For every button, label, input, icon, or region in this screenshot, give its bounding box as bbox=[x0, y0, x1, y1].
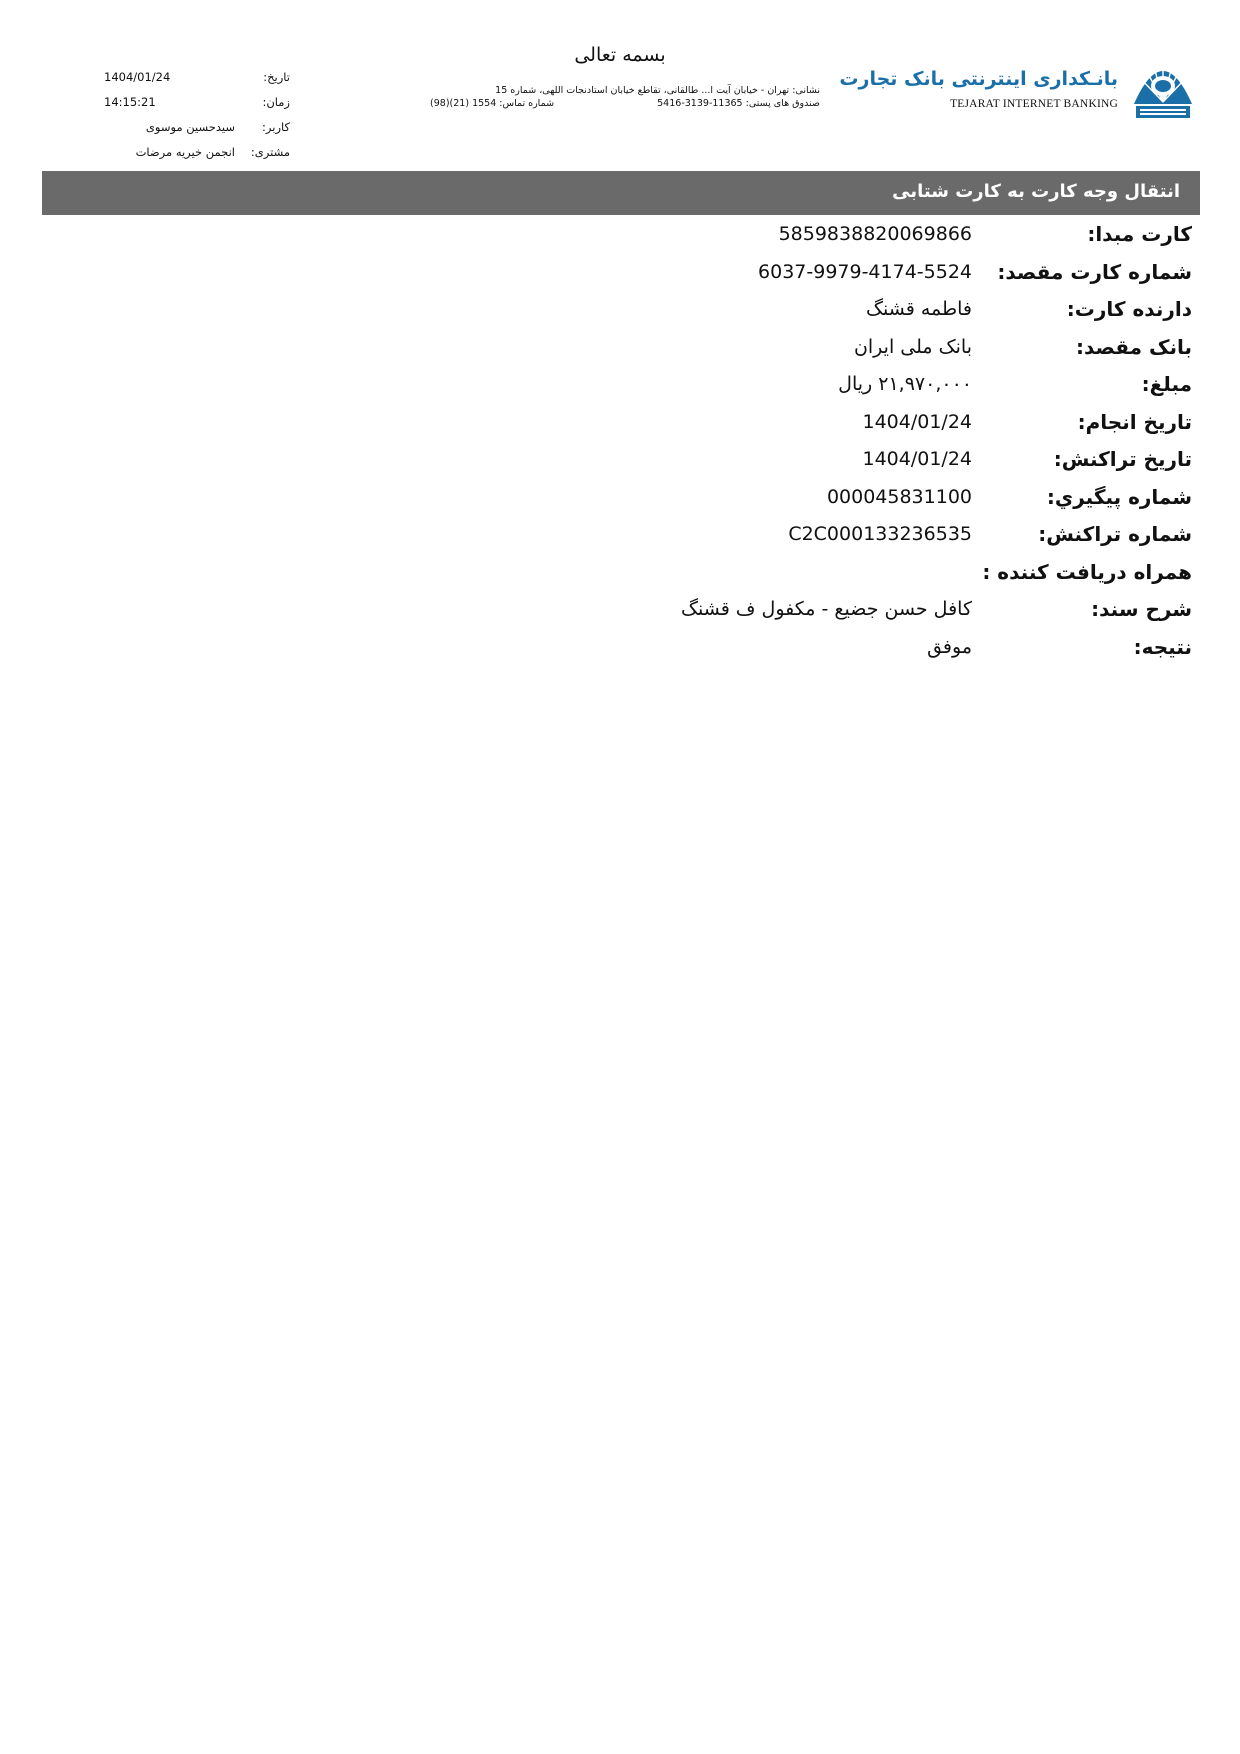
logo-text-persian: بانـکداری اینترنتی بانک تجارت bbox=[839, 68, 1118, 90]
amount-label: مبلغ: bbox=[1141, 372, 1192, 396]
meta-customer-label: مشتری: bbox=[250, 144, 290, 159]
description-value: کافل حسن جضیع - مکفول ف قشنگ bbox=[681, 598, 972, 620]
holder-label: دارنده کارت: bbox=[1066, 297, 1192, 321]
detail-row-tx-number bbox=[42, 516, 1192, 554]
description-label: شرح سند: bbox=[1091, 597, 1192, 621]
meta-customer bbox=[100, 139, 290, 164]
page-title: انتقال وجه کارت به کارت شتابی bbox=[892, 181, 1180, 202]
postal-box: صندوق های پستی: 11365-3139-5416 bbox=[657, 98, 820, 109]
basmala-heading: بسمه تعالی bbox=[574, 44, 666, 66]
detail-row-source-card bbox=[42, 216, 1192, 254]
detail-row-description bbox=[42, 591, 1192, 629]
phone-number: شماره تماس: 1554 (21)(98) bbox=[430, 98, 555, 109]
page-header bbox=[0, 0, 1240, 170]
tracking-value: 000045831100 bbox=[826, 485, 972, 508]
detail-row-tx-date bbox=[42, 441, 1192, 479]
detail-row-result bbox=[42, 629, 1192, 667]
meta-time-label: زمان: bbox=[262, 94, 290, 109]
title-bar bbox=[42, 171, 1200, 215]
dest-bank-label: بانک مقصد: bbox=[1075, 334, 1192, 359]
meta-time-value: 14:15:21 bbox=[104, 94, 156, 109]
detail-row-tracking bbox=[42, 479, 1192, 517]
holder-value: فاطمه قشنگ bbox=[866, 298, 972, 320]
dest-card-label: شماره کارت مقصد: bbox=[997, 259, 1192, 284]
meta-user-label: کاربر: bbox=[262, 119, 290, 134]
receiver-mobile-label: همراه دریافت کننده : bbox=[982, 559, 1192, 584]
source-card-label: کارت مبدا: bbox=[1087, 222, 1192, 246]
meta-date bbox=[100, 64, 290, 89]
exec-date-label: تاریخ انجام: bbox=[1077, 409, 1192, 434]
detail-row-receiver-mobile bbox=[42, 554, 1192, 592]
result-value: موفق bbox=[927, 635, 972, 658]
meta-user-value: سیدحسین موسوی bbox=[145, 119, 235, 134]
meta-date-value: 1404/01/24 bbox=[104, 69, 171, 84]
detail-row-dest-bank bbox=[42, 329, 1192, 367]
tejarat-logo bbox=[839, 44, 1198, 120]
tejarat-emblem-icon bbox=[1128, 44, 1198, 120]
dest-card-value: 6037-9979-4174-5524 bbox=[758, 260, 972, 283]
detail-row-dest-card bbox=[42, 254, 1192, 292]
result-label: نتیجه: bbox=[1133, 634, 1192, 659]
detail-row-holder bbox=[42, 291, 1192, 329]
tracking-label: شماره پيگيري: bbox=[1046, 484, 1192, 509]
amount-value: ۲۱,۹۷۰,۰۰۰ ریال bbox=[838, 373, 972, 395]
receipt-meta bbox=[100, 64, 290, 164]
contact-line bbox=[430, 97, 820, 110]
tx-date-value: 1404/01/24 bbox=[862, 448, 972, 470]
tx-date-label: تاریخ تراکنش: bbox=[1053, 447, 1192, 471]
transaction-details bbox=[42, 216, 1192, 666]
meta-user bbox=[100, 114, 290, 139]
detail-row-exec-date bbox=[42, 404, 1192, 442]
bank-address bbox=[430, 84, 820, 110]
logo-text-english: TEJARAT INTERNET BANKING bbox=[950, 98, 1118, 110]
tx-number-value: C2C000133236535 bbox=[788, 523, 972, 545]
tx-number-label: شماره تراکنش: bbox=[1038, 522, 1192, 546]
detail-row-amount bbox=[42, 366, 1192, 404]
address-line: نشانی: تهران - خیابان آیت ا... طالقانی، تقاطع خیابان استادنجات اللهی، شماره 15 bbox=[495, 85, 820, 96]
dest-bank-value: بانک ملی ایران bbox=[853, 335, 972, 358]
meta-date-label: تاریخ: bbox=[263, 69, 290, 84]
source-card-value: 5859838820069866 bbox=[778, 223, 972, 245]
exec-date-value: 1404/01/24 bbox=[862, 410, 972, 433]
meta-time bbox=[100, 89, 290, 114]
meta-customer-value: انجمن خیریه مرضات bbox=[135, 144, 235, 159]
